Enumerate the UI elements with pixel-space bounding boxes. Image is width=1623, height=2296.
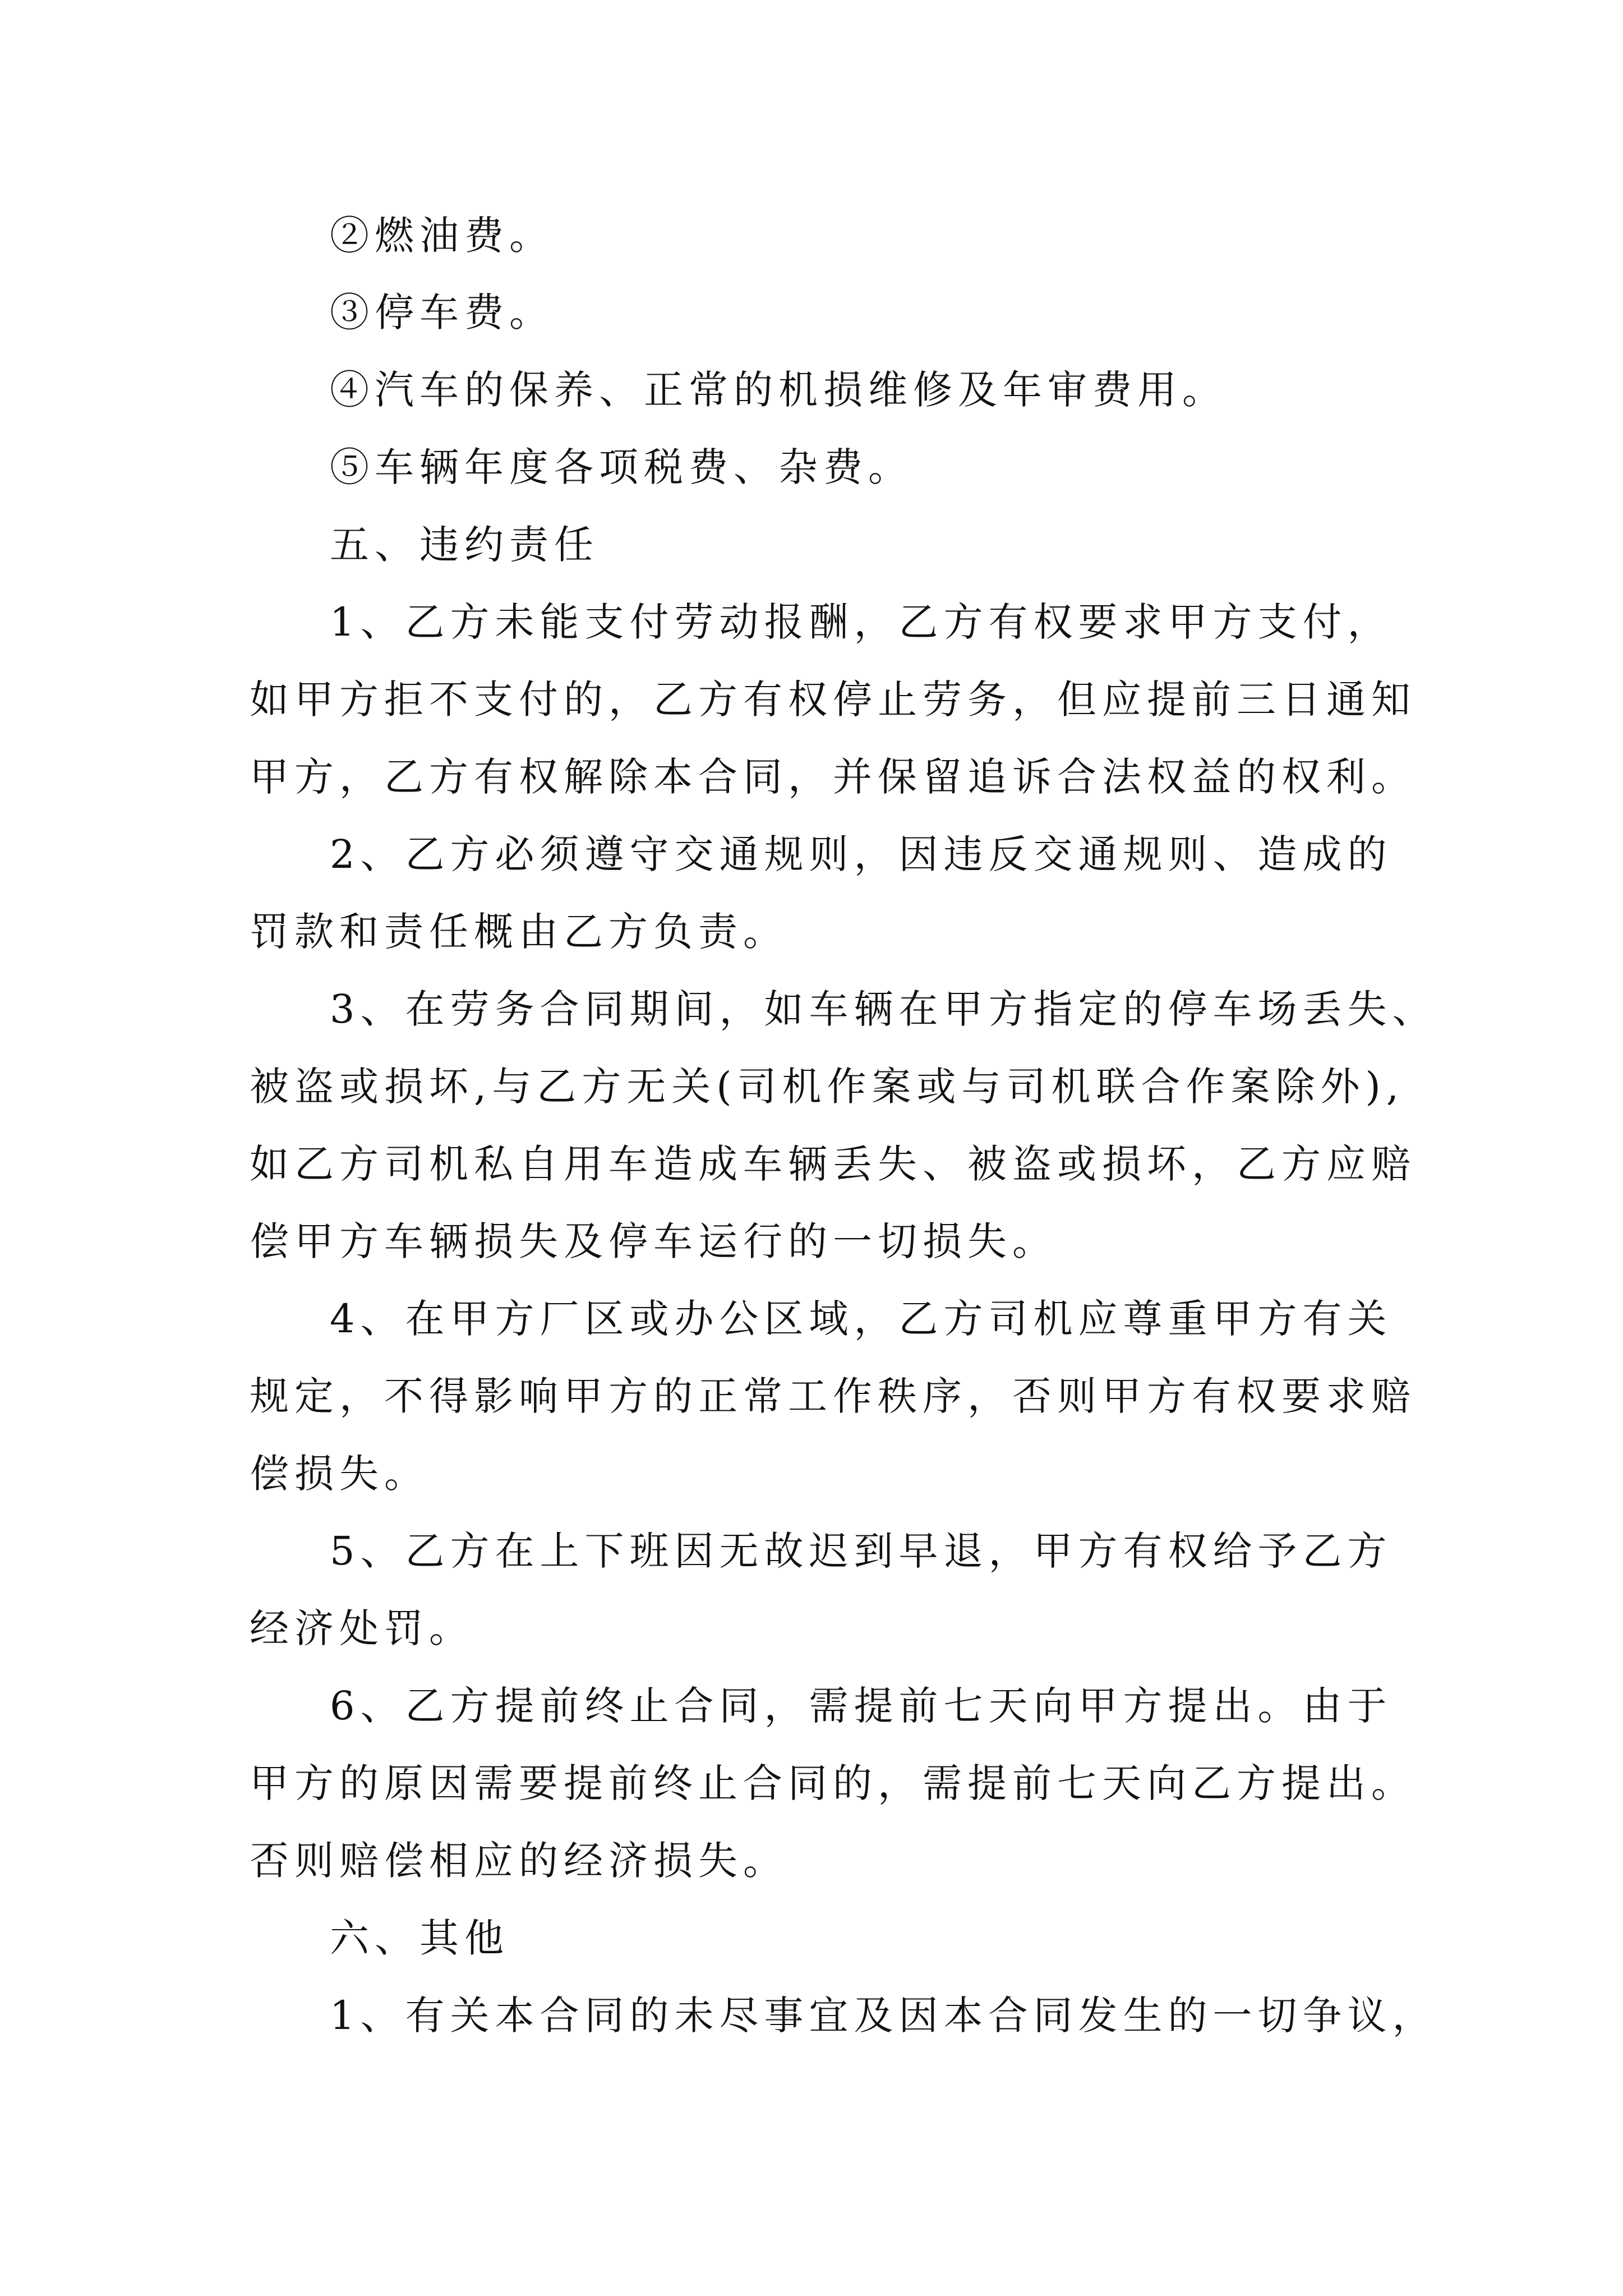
fee-item-parking: ③停车费。 <box>330 289 554 335</box>
section-heading-other: 六、其他 <box>330 1915 509 1961</box>
other-clause-1-line-1: 1、有关本合同的未尽事宜及因本合同发生的一切争议， <box>330 1993 1437 2039</box>
clause-4-line-1: 4、在甲方厂区或办公区域，乙方司机应尊重甲方有关 <box>330 1296 1393 1342</box>
fee-item-taxes: ⑤车辆年度各项税费、杂费。 <box>330 444 913 490</box>
clause-3-line-4: 偿甲方车辆损失及停车运行的一切损失。 <box>250 1218 1057 1264</box>
clause-6-line-2: 甲方的原因需要提前终止合同的，需提前七天向乙方提出。 <box>250 1760 1416 1806</box>
fee-item-fuel: ②燃油费。 <box>330 213 554 259</box>
clause-2-line-1: 2、乙方必须遵守交通规则，因违反交通规则、造成的 <box>330 831 1393 877</box>
clause-5-line-2: 经济处罚。 <box>250 1605 474 1651</box>
section-heading-breach: 五、违约责任 <box>330 522 599 568</box>
clause-2-line-2: 罚款和责任概由乙方负责。 <box>250 909 788 955</box>
clause-3-line-3: 如乙方司机私自用车造成车辆丢失、被盗或损坏，乙方应赔 <box>250 1141 1416 1187</box>
clause-1-line-3: 甲方，乙方有权解除本合同，并保留追诉合法权益的权利。 <box>250 754 1416 800</box>
clause-4-line-2: 规定，不得影响甲方的正常工作秩序，否则甲方有权要求赔 <box>250 1373 1416 1419</box>
clause-1-line-1: 1、乙方未能支付劳动报酬，乙方有权要求甲方支付， <box>330 599 1393 645</box>
clause-4-line-3: 偿损失。 <box>250 1451 429 1497</box>
clause-3-line-1: 3、在劳务合同期间，如车辆在甲方指定的停车场丢失、 <box>330 986 1437 1032</box>
clause-6-line-3: 否则赔偿相应的经济损失。 <box>250 1838 788 1884</box>
clause-1-line-2: 如甲方拒不支付的，乙方有权停止劳务，但应提前三日通知 <box>250 677 1416 723</box>
clause-3-line-2: 被盗或损坏,与乙方无关(司机作案或与司机联合作案除外), <box>250 1064 1405 1110</box>
clause-5-line-1: 5、乙方在上下班因无故迟到早退，甲方有权给予乙方 <box>330 1528 1393 1574</box>
fee-item-maintenance: ④汽车的保养、正常的机损维修及年审费用。 <box>330 367 1227 413</box>
clause-6-line-1: 6、乙方提前终止合同，需提前七天向甲方提出。由于 <box>330 1683 1393 1729</box>
